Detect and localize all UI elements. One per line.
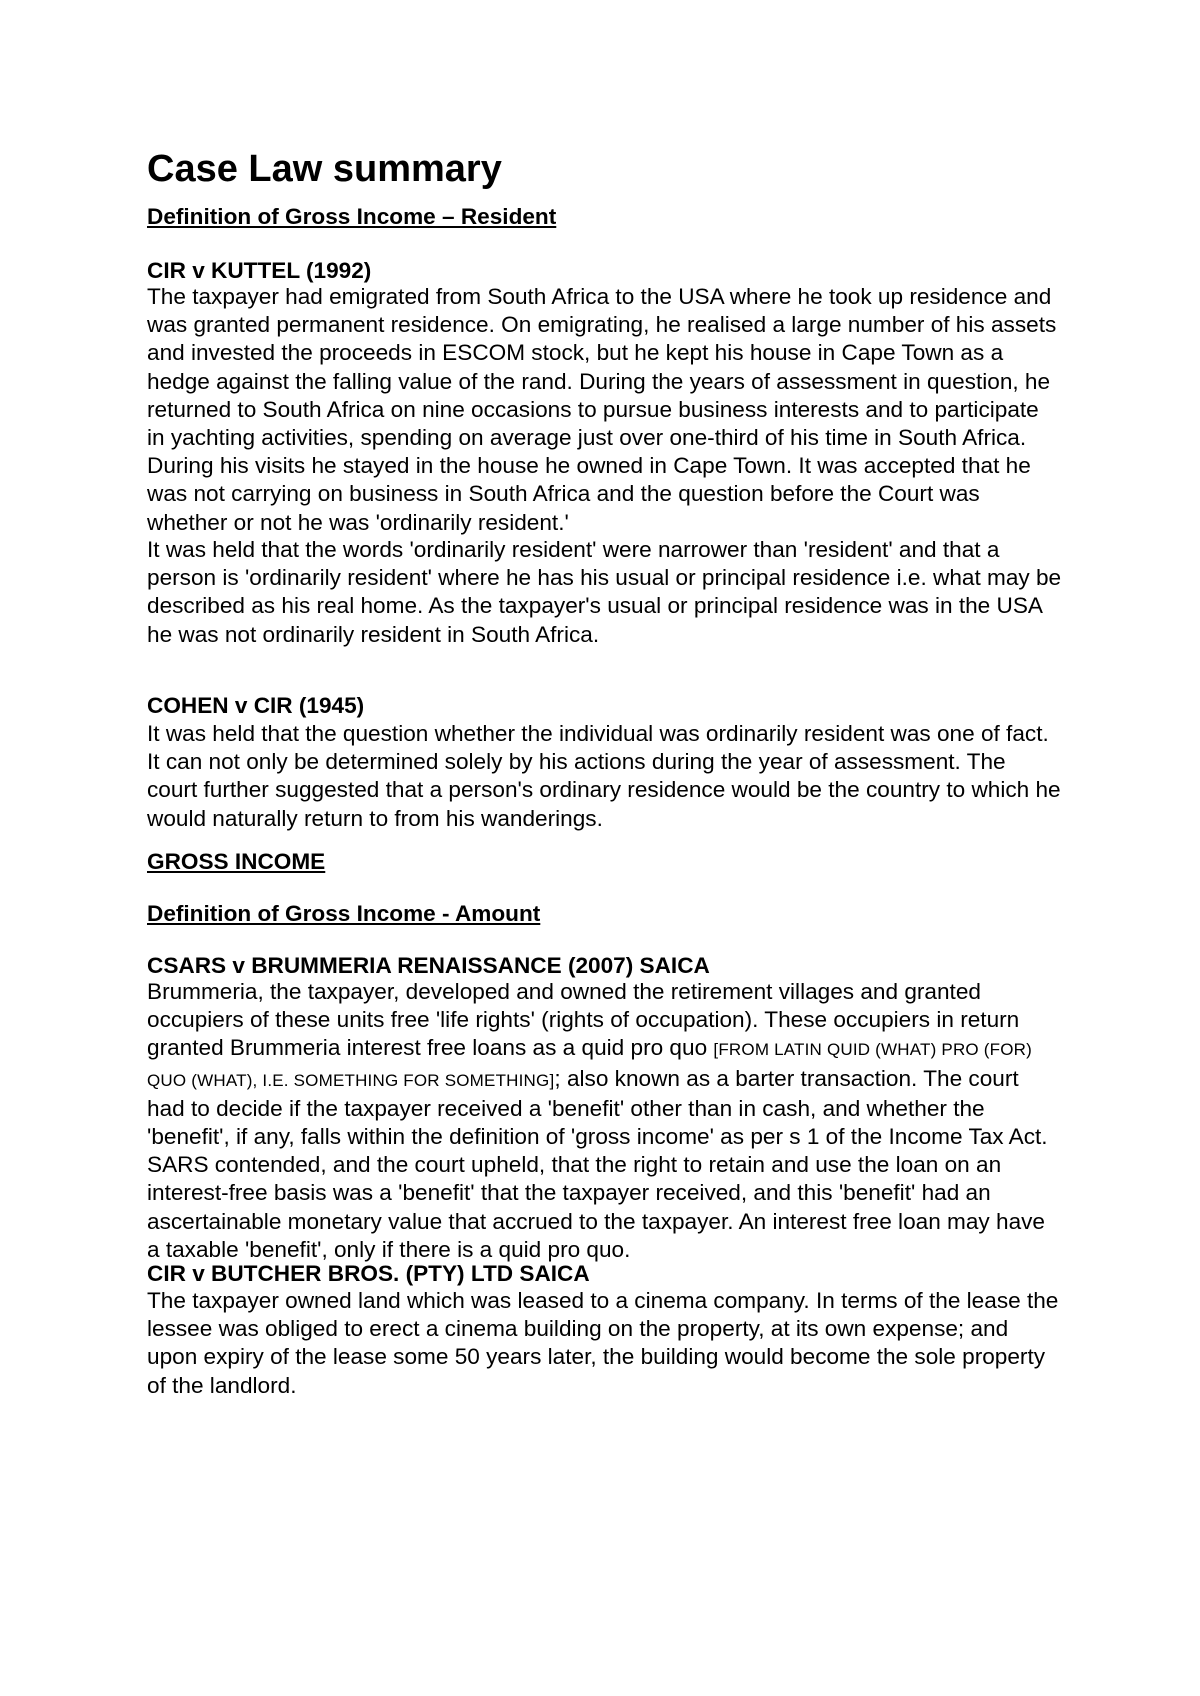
brummeria-text-part-1: Brummeria, the taxpayer, developed and owned the retirement villages and granted occupiers of these units free 'life rights' (rights of occupation). These occupiers in return granted Brummeria interest free loans as a quid pro quo [147, 979, 1020, 1061]
section-heading-amount: Definition of Gross Income - Amount [147, 901, 541, 926]
kuttel-held-text: It was held that the words 'ordinarily resident' were narrower than 'resident' and that a person is 'ordinarily resident' where he has his usual or principal residence i.e. what may be described as his real home. As the taxpayer's usual or principal residence was in the USA he was not ordinarily resident in South Africa. [147, 537, 1062, 647]
case-text-brummeria [147, 978, 1062, 1264]
latin-note: [FROM LATIN QUID (WHAT) PRO (FOR) QUO (WHAT), I.E. SOMETHING FOR SOMETHING] [147, 1040, 1032, 1090]
brummeria-text-part-2: ; also known as a barter transaction. The court had to decide if the taxpayer received a 'benefit' other than in cash, and whether the 'benefit', if any, falls within the definition of 'gross income' as per s 1 of the Income Tax Act. SARS contended, and the court upheld, that the right to retain and use the loan on an interest-free basis was a 'benefit' that the taxpayer received, and this 'benefit' had an ascertainable monetary value that accrued to the taxpayer. An interest free loan may have a taxable 'benefit', only if there is a quid pro quo. [147, 1065, 1048, 1262]
brummeria-text [147, 978, 1062, 1264]
butcher-text: The taxpayer owned land which was leased to a cinema company. In terms of the lease the lessee was obliged to erect a cinema building on the property, at its own expense; and upon expiry of the lease some 50 years later, the building would become the sole property of the landlord. [147, 1288, 1059, 1398]
section-heading-resident: Definition of Gross Income – Resident [147, 204, 557, 229]
case-heading-butcher: CIR v BUTCHER BROS. (PTY) LTD SAICA [147, 1261, 590, 1286]
case-text-cohen [147, 720, 1062, 833]
case-heading-kuttel: CIR v KUTTEL (1992) [147, 258, 372, 283]
kuttel-facts-text: The taxpayer had emigrated from South Africa to the USA where he took up residence and was granted permanent residence. On emigrating, he realised a large number of his assets and invested the proceeds in ESCOM stock, but he kept his house in Cape Town as a hedge against the falling value of the rand. During the years of assessment in question, he returned to South Africa on nine occasions to pursue business interests and to participate in yachting activities, spending on average just over one-third of his time in South Africa. During his visits he stayed in the house he owned in Cape Town. It was accepted that he was not carrying on business in South Africa and the question before the Court was whether or not he was 'ordinarily resident.' [147, 284, 1057, 535]
case-heading-brummeria: CSARS v BRUMMERIA RENAISSANCE (2007) SAICA [147, 953, 710, 978]
cohen-text: It was held that the question whether the individual was ordinarily resident was one of fact. It can not only be determined solely by his actions during the year of assessment. The court further suggested that a person's ordinary residence would be the country to which he would naturally return to from his wanderings. [147, 721, 1061, 831]
case-text-butcher [147, 1287, 1062, 1400]
case-held-kuttel [147, 536, 1062, 649]
case-facts-kuttel [147, 283, 1062, 537]
page-title: Case Law summary [147, 148, 502, 190]
section-heading-gross-income: GROSS INCOME [147, 849, 326, 874]
case-heading-cohen: COHEN v CIR (1945) [147, 693, 365, 718]
